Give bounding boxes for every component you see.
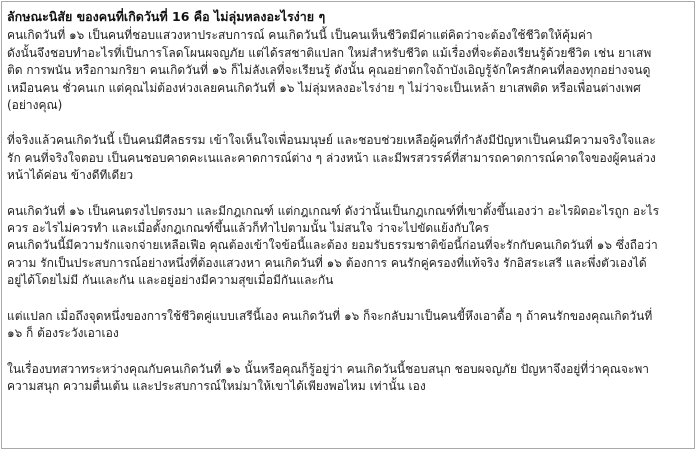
paragraph-line: ติด การพนัน หรือกามกริยา คนเกิดวันที่ ๑๖ ก็ไม่ลังเลที่จะเรียนรู้ ดังนั้น คุณอย่าตกใจถ้าบังเอิญรู้จักใครสักคนที่ลองทุกอย่างจนดู <box>7 63 651 78</box>
paragraph-2 <box>7 132 688 184</box>
paragraph-line: ควร อะไรไม่ควรทำ และเมื่อตั้งกฎเกณฑ์ขึ้นแล้วก็ทำไปตามนั้น ไม่สนใจ ว่าจะไปขัดแย้งกับใคร <box>7 221 490 236</box>
paragraph-line: เหมือนคน ชั่วคนเก แต่คุณไม่ต้องห่วงเลยคนเกิดวันที่ ๑๖ ไม่ลุ่มหลงอะไรง่าย ๆ ไม่ว่าจะเป็นเหล้า ยาเสพติด หรือเพื่อนต่างเพศ <box>7 80 641 95</box>
document-title: ลักษณะนิสัย ของคนที่เกิดวันที่ 16 คือ ไม่ลุ่มหลงอะไรง่าย ๆ <box>7 9 326 24</box>
paragraph-line: (อย่างคุณ) <box>7 98 63 113</box>
paragraph-line: คนเกิดวันที่ ๑๖ เป็นคนที่ชอบแสวงหาประสบการณ์ คนเกิดวันนี้ เป็นคนเห็นชีวิตมีค่าแต่คิดว่าจะต้องใช้ชีวิตให้คุ้มค่า <box>7 28 593 43</box>
document-content <box>7 8 688 413</box>
paragraph-line: หน้าได้ค่อน ข้างดีทีเดียว <box>7 168 134 183</box>
paragraph-4 <box>7 308 688 343</box>
paragraph-line: แต่แปลก เมื่อถึงจุดหนึ่งของการใช้ชีวิตคู่แบบเสรีนี้เอง คนเกิดวันที่ ๑๖ ก็จะกลับมาเป็นคนขี้หึงเอาดื้อ ๆ ถ้าคนรักของคุณเกิดวันที่ <box>7 308 653 323</box>
paragraph-1 <box>7 27 688 114</box>
paragraph-line: ความ รักเป็นประสบการณ์อย่างหนึ่งที่ต้องแสวงหา คนเกิดวันที่ ๑๖ ต้องการ คนรักคู่ครองที่แท้จริง รักอิสระเสรี และพึ่งตัวเองได้ <box>7 255 647 270</box>
paragraph-line: ที่จริงแล้วคนเกิดวันนี้ เป็นคนมีศีลธรรม เข้าใจเห็นใจเพื่อนมนุษย์ และชอบช่วยเหลือผู้คนที่กำลังมีปัญหาเป็นคนมีความจริงใจและ <box>7 133 656 148</box>
paragraph-line: รัก คนที่จริงใจตอบ เป็นคนชอบคาดคะเนและคาดการณ์ต่าง ๆ ล่วงหน้า และมีพรสวรรค์ที่สามารถคาดการณ์คาดใจของผู้คนล่วง <box>7 150 656 165</box>
paragraph-line: ๑๖ ก็ ต้องระวังเอาเอง <box>7 326 119 341</box>
paragraph-line: อยู่ได้โดยไม่มี กันและกัน และอยู่อย่างมีความสุขเมื่อมีกันและกัน <box>7 273 334 288</box>
paragraph-line: ดังนั้นจึงชอบทำอะไรที่เป็นการโลดโผนผจญภัย แต่ได้รสชาติแปลก ใหม่สำหรับชีวิต แม้เรื่องที่จะต้องเรียนรู้ด้วยชีวิต เช่น ยาเสพ <box>7 45 652 60</box>
paragraph-line: ในเรื่องบทสวาทระหว่างคุณกับคนเกิดวันที่ ๑๖ นั้นหรือคุณก็รู้อยู่ว่า คนเกิดวันนี้ชอบสนุก ชอบผจญภัย ปัญหาจึงอยู่ที่ว่าคุณจะพา <box>7 361 649 376</box>
paragraph-line: คนเกิดวันนี้มีความรักแจกจ่ายเหลือเฟือ คุณต้องเข้าใจข้อนี้และต้อง ยอมรับธรรมชาติข้อนี้ก่อนที่จะรักกับคนเกิดวันที่ ๑๖ ซึ่งถือว่า <box>7 238 658 253</box>
paragraph-line: ความสนุก ความตื่นเต้น และประสบการณ์ใหม่มาให้เขาได้เพียงพอไหม เท่านั้น เอง <box>7 378 426 393</box>
paragraph-5 <box>7 361 688 396</box>
paragraph-3 <box>7 203 688 290</box>
document-frame <box>1 1 695 449</box>
paragraph-line: คนเกิดวันที่ ๑๖ เป็นคนตรงไปตรงมา และมีกฎเกณฑ์ แต่กฎเกณฑ์ ดังว่านั้นเป็นกฎเกณฑ์ที่เขาตั้งขึ้นเองว่า อะไรผิดอะไรถูก อะไร <box>7 203 660 218</box>
